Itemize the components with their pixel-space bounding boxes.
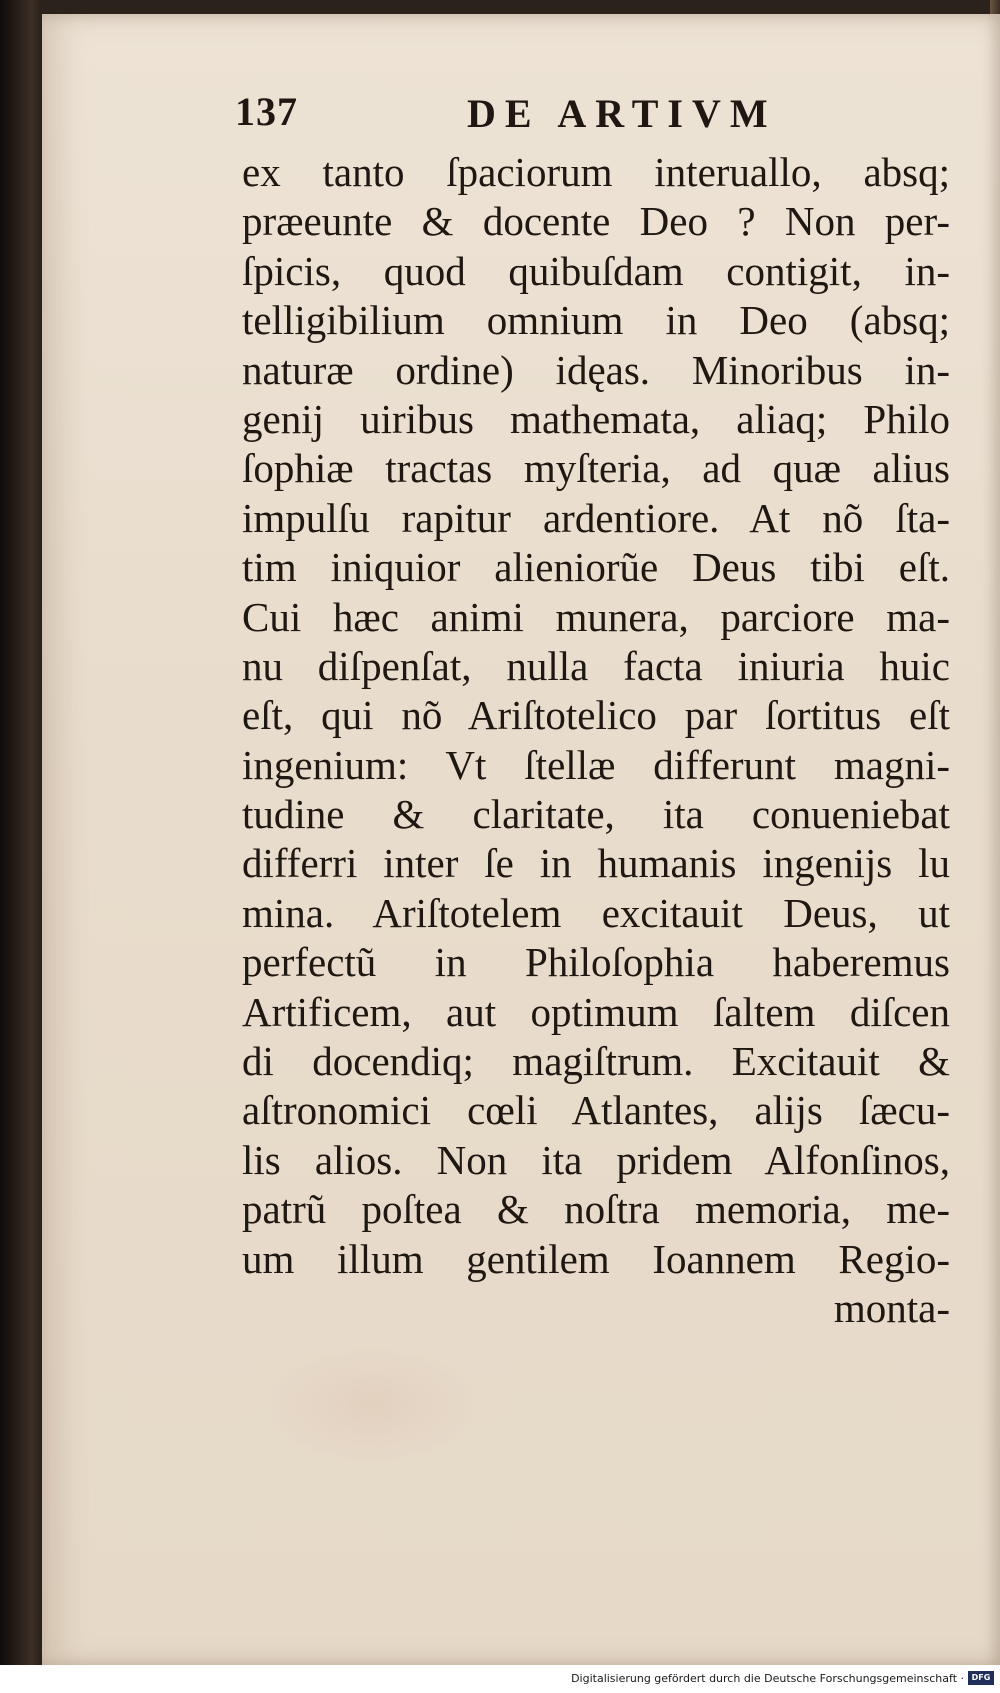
dfg-logo: DFG bbox=[968, 1671, 994, 1685]
running-head: DE ARTIVM bbox=[467, 91, 777, 136]
text-line: Cui hæc animi munera, parciore ma- bbox=[242, 593, 950, 640]
page-header bbox=[235, 88, 955, 144]
text-line: genij uiribus mathemata, aliaq; Philo bbox=[242, 395, 950, 442]
text-line: aſtronomici cœli Atlantes, alijs ſæcu- bbox=[242, 1087, 950, 1134]
text-line: Artificem, aut optimum ſaltem diſcen bbox=[242, 988, 950, 1035]
text-line: mina. Ariſtotelem excitauit Deus, ut bbox=[242, 889, 950, 936]
text-line: tudine & claritate, ita conueniebat bbox=[242, 791, 950, 838]
text-line: telligibilium omnium in Deo (absq; bbox=[242, 297, 950, 344]
funding-credit: Digitalisierung gefördert durch die Deutsche Forschungsgemeinschaft · bbox=[571, 1672, 964, 1685]
text-line: ſophiæ tractas myſteria, ad quæ alius bbox=[242, 445, 950, 492]
catchword: monta- bbox=[833, 1284, 950, 1331]
text-line: impulſu rapitur ardentiore. At nõ ſta- bbox=[242, 494, 950, 541]
text-line: præeunte & docente Deo ? Non per- bbox=[242, 198, 950, 245]
text-line: naturæ ordine) idęas. Minoribus in- bbox=[242, 346, 950, 393]
text-line: um illum gentilem Ioannem Regio- bbox=[242, 1235, 950, 1282]
text-line: lis alios. Non ita pridem Alfonſinos, bbox=[242, 1136, 950, 1183]
text-line: tim iniquior alieniorũe Deus tibi eſt. bbox=[242, 544, 950, 591]
text-line: ingenium: Vt ſtellæ differunt magni- bbox=[242, 741, 950, 788]
text-line: differri inter ſe in humanis ingenijs lu bbox=[242, 840, 950, 887]
footer-bar bbox=[0, 1665, 1000, 1693]
text-line: eſt, qui nõ Ariſtotelico par ſortitus eſt bbox=[242, 692, 950, 739]
page-number: 137 bbox=[235, 89, 298, 134]
text-line: nu diſpenſat, nulla facta iniuria huic bbox=[242, 642, 950, 689]
text-line: ſpicis, quod quibuſdam contigit, in- bbox=[242, 247, 950, 294]
text-line: ex tanto ſpaciorum interuallo, absq; bbox=[242, 149, 950, 195]
text-line: di docendiq; magiſtrum. Excitauit & bbox=[242, 1038, 950, 1085]
text-line: patrũ poſtea & noſtra memoria, me- bbox=[242, 1186, 950, 1233]
body-text bbox=[242, 148, 950, 1333]
text-line: perfectũ in Philoſophia haberemus bbox=[242, 939, 950, 986]
